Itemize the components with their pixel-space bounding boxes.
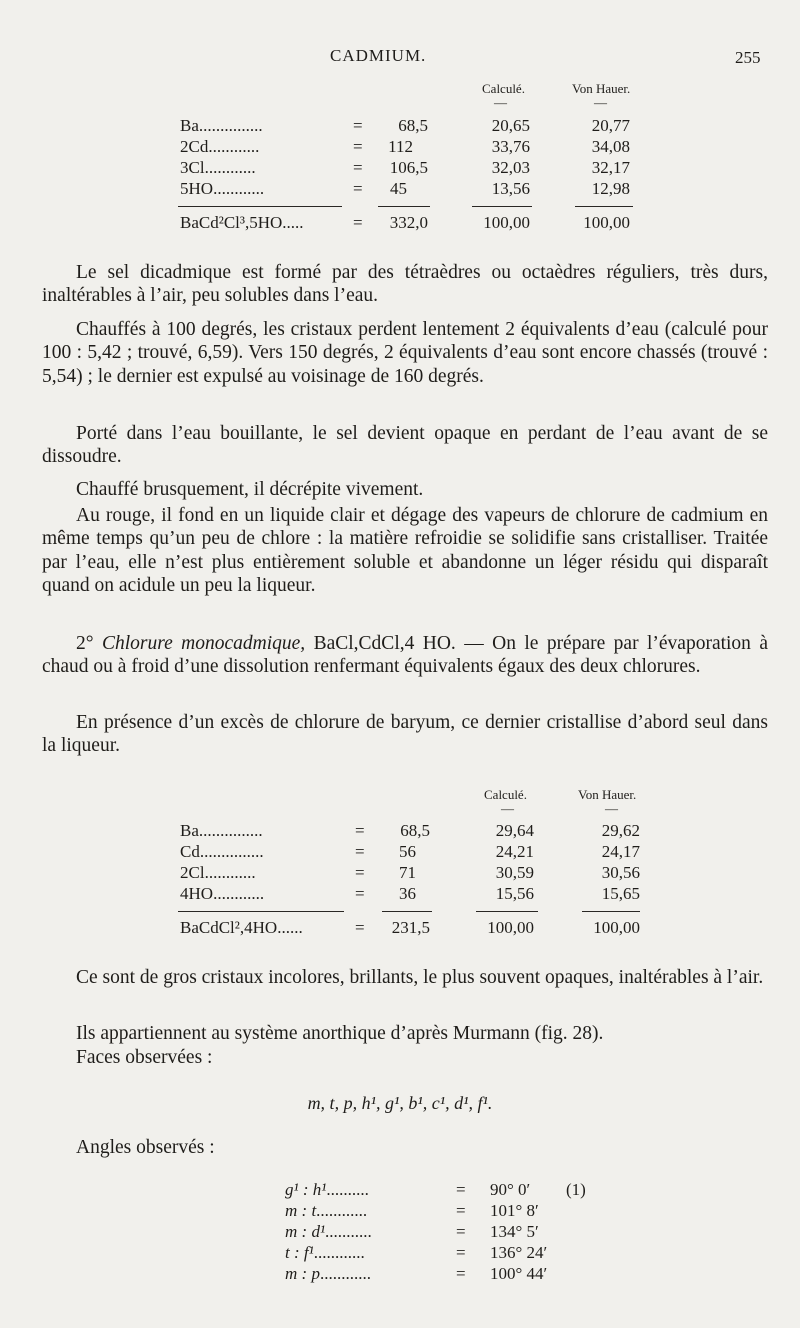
total-formula: BaCd²Cl³,5HO.....	[180, 213, 304, 232]
column-header-von-hauer: Von Hauer.	[572, 81, 631, 96]
paragraph: Faces observées :	[76, 1047, 213, 1068]
equals-sign: =	[456, 1222, 466, 1241]
von-hauer-value: 24,17	[601, 842, 640, 861]
column-header-calcule: Calculé.	[482, 81, 525, 96]
calcule-value: 13,56	[491, 179, 530, 198]
calcule-value: 33,76	[491, 137, 530, 156]
row-label: Ba...............	[180, 116, 263, 135]
angle-value: 134° 5′	[490, 1222, 539, 1241]
paragraph: Chauffé brusquement, il décrépite vivement.	[76, 479, 424, 500]
equals-sign: =	[353, 116, 363, 135]
angle-pair: t : f¹............	[285, 1243, 365, 1262]
table-divider	[575, 206, 633, 207]
equals-sign: =	[353, 158, 363, 177]
paragraph: Le sel dicadmique est formé par des tétraèdres ou octaèdres réguliers, très durs, inaltérables à l’air, peu solubles dans l’eau.	[42, 262, 768, 307]
equals-sign: =	[355, 842, 365, 861]
calcule-value: 24,21	[495, 842, 534, 861]
column-dash: —	[594, 95, 607, 110]
paragraph: Chauffés à 100 degrés, les cristaux perdent lentement 2 équivalents d’eau (calculé pour 100 : 5,42 ; trouvé, 6,59). Vers 150 degrés, 2 équivalents d’eau sont encore chassés (trouvé : 5,54) ; le dernier est expulsé au voisinage de 160 degrés.	[42, 319, 768, 387]
equals-sign: =	[456, 1180, 466, 1199]
equals-sign: =	[353, 179, 363, 198]
faces-list: m, t, p, h¹, g¹, b¹, c¹, d¹, f¹.	[307, 1093, 493, 1113]
total-equivalent: 332,0	[389, 213, 428, 232]
equivalent-value: 106,5	[389, 158, 428, 177]
table-divider	[178, 911, 344, 912]
table-divider	[382, 911, 432, 912]
equals-sign: =	[456, 1243, 466, 1262]
angle-pair: m : t............	[285, 1201, 368, 1220]
row-label: 2Cd............	[180, 137, 260, 156]
row-label: 4HO............	[180, 884, 265, 903]
equals-sign: =	[355, 821, 365, 840]
total-formula: BaCdCl²,4HO......	[180, 918, 303, 937]
calcule-value: 32,03	[491, 158, 530, 177]
equals-sign: =	[456, 1264, 466, 1283]
column-header-von-hauer: Von Hauer.	[578, 787, 637, 802]
table-divider	[472, 206, 532, 207]
von-hauer-value: 12,98	[591, 179, 630, 198]
paragraph: Ce sont de gros cristaux incolores, brillants, le plus souvent opaques, inaltérables à l’air.	[76, 967, 764, 988]
equals-sign: =	[355, 884, 365, 903]
von-hauer-value: 34,08	[591, 137, 630, 156]
equivalent-value: 71	[399, 863, 416, 882]
row-label: 3Cl............	[180, 158, 256, 177]
calcule-value: 29,64	[495, 821, 534, 840]
equals-sign: =	[353, 213, 363, 232]
equals-sign: =	[355, 863, 365, 882]
equals-sign: =	[355, 918, 365, 937]
equivalent-value: 68,5	[400, 821, 430, 840]
equals-sign: =	[456, 1201, 466, 1220]
equivalent-value: 56	[399, 842, 416, 861]
row-label: Cd...............	[180, 842, 264, 861]
total-calcule: 100,00	[487, 918, 534, 937]
von-hauer-value: 20,77	[591, 116, 630, 135]
angle-pair: m : p............	[285, 1264, 371, 1283]
row-label: Ba...............	[180, 821, 263, 840]
angle-value: 90° 0′	[490, 1180, 531, 1199]
table-divider	[378, 206, 430, 207]
equivalent-value: 45	[390, 179, 407, 198]
calcule-value: 15,56	[495, 884, 534, 903]
row-label: 5HO............	[180, 179, 265, 198]
table-divider	[582, 911, 640, 912]
paragraph: En présence d’un excès de chlorure de baryum, ce dernier cristallise d’abord seul dans la liqueur.	[42, 712, 768, 757]
page-number: 255	[735, 48, 761, 67]
section-paragraph: 2° Chlorure monocadmique, BaCl,CdCl,4 HO. — On le prépare par l’évaporation à chaud ou à froid d’une dissolution renfermant équivalents égaux des deux chlorures.	[42, 633, 768, 678]
equals-sign: =	[353, 137, 363, 156]
column-dash: —	[605, 801, 618, 816]
row-label: 2Cl............	[180, 863, 256, 882]
equivalent-value: 68,5	[398, 116, 428, 135]
column-header-calcule: Calculé.	[484, 787, 527, 802]
section-title: Chlorure monocadmique,	[101, 633, 306, 654]
column-dash: —	[501, 801, 514, 816]
calcule-value: 30,59	[495, 863, 534, 882]
angle-value: 100° 44′	[490, 1264, 548, 1283]
section-number: 2°	[76, 633, 94, 654]
calcule-value: 20,65	[491, 116, 530, 135]
angle-pair: g¹ : h¹..........	[285, 1180, 369, 1199]
paragraph: Porté dans l’eau bouillante, le sel devient opaque en perdant de l’eau avant de se dissoudre.	[42, 423, 768, 468]
angle-pair: m : d¹...........	[285, 1222, 372, 1241]
angle-value: 136° 24′	[490, 1243, 548, 1262]
table-divider	[476, 911, 538, 912]
total-von-hauer: 100,00	[583, 213, 630, 232]
total-equivalent: 231,5	[391, 918, 430, 937]
angles-label: Angles observés :	[76, 1137, 215, 1158]
footnote-marker: (1)	[566, 1180, 586, 1199]
total-von-hauer: 100,00	[593, 918, 640, 937]
paragraph: Ils appartiennent au système anorthique d’après Murmann (fig. 28).	[76, 1023, 604, 1044]
equivalent-value: 112	[388, 137, 413, 156]
angle-value: 101° 8′	[490, 1201, 539, 1220]
table-divider	[178, 206, 342, 207]
equivalent-value: 36	[399, 884, 416, 903]
von-hauer-value: 15,65	[601, 884, 640, 903]
von-hauer-value: 32,17	[591, 158, 630, 177]
total-calcule: 100,00	[483, 213, 530, 232]
running-title: CADMIUM.	[330, 46, 427, 65]
paragraph: Au rouge, il fond en un liquide clair et dégage des vapeurs de chlorure de cadmium en même temps qu’un peu de chlore : la matière refroidie se solidifie sans cristalliser. Traitée par l’eau, elle n’est plus entièrement soluble et abandonne un léger résidu qui disparaît quand on acidule un peu la liqueur.	[42, 505, 768, 596]
von-hauer-value: 30,56	[601, 863, 640, 882]
von-hauer-value: 29,62	[601, 821, 640, 840]
column-dash: —	[494, 95, 507, 110]
